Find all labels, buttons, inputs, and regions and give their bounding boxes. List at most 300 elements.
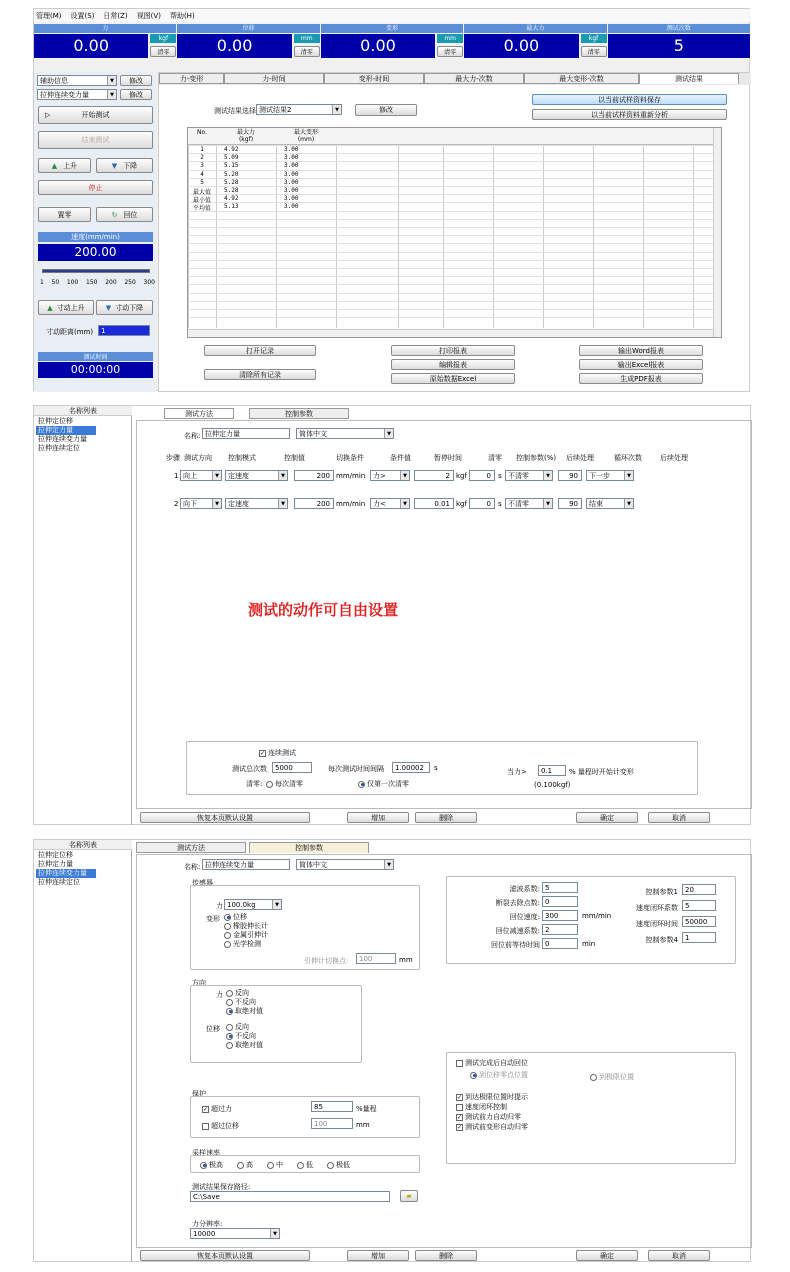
radio-icon xyxy=(327,1162,334,1169)
scale-tick: 250 xyxy=(124,279,136,286)
rate-label: 低 xyxy=(306,1161,313,1169)
screen-3 xyxy=(33,839,751,1262)
step-clr: 不清零 xyxy=(508,471,529,480)
result-select[interactable]: 测试结果2 ▼ xyxy=(256,104,342,115)
check-option[interactable] xyxy=(456,1122,528,1132)
resolution-label: 力分辨率: xyxy=(192,1220,223,1228)
radio-icon xyxy=(224,932,231,939)
param-row xyxy=(446,896,596,910)
scale-tick: 50 xyxy=(51,279,60,286)
delete-button[interactable]: 删除 xyxy=(415,812,477,823)
delete-button[interactable]: 删除 xyxy=(415,1250,477,1261)
save-sample-button[interactable]: 以当前试样资料保存 xyxy=(532,94,727,105)
name-list-item[interactable]: 拉伸定位移 xyxy=(38,417,73,425)
table-row-line xyxy=(188,235,713,236)
open-record-button[interactable]: 打开记录 xyxy=(204,345,316,356)
step-column-header: 后续处理 xyxy=(566,454,594,462)
table-row-line xyxy=(188,219,713,220)
arrow-up-icon: ▲ xyxy=(51,161,58,170)
scale-tick: 100 xyxy=(66,279,79,286)
param-row xyxy=(596,900,736,916)
param-input[interactable]: 0 xyxy=(542,896,578,907)
radio-option[interactable] xyxy=(224,940,268,949)
start-test-button[interactable]: ▷ 开始测试 xyxy=(38,106,153,124)
scale-tick: 1 xyxy=(40,279,44,286)
step-clr-select[interactable] xyxy=(505,470,553,481)
aux-select[interactable]: 辅助信息 ▼ xyxy=(37,75,117,86)
step-cond-select[interactable] xyxy=(370,470,410,481)
over-disp-input[interactable]: 100 xyxy=(311,1118,353,1129)
table-header: 最大力 (kgf) xyxy=(236,129,255,143)
name-list-item[interactable]: 拉伸定力量 xyxy=(38,860,73,868)
cancel-button[interactable]: 取消 xyxy=(648,1250,710,1261)
gauge-unit: kgf xyxy=(581,34,607,43)
radio-label: 光学检测 xyxy=(233,940,261,948)
step-param-input[interactable]: 90 xyxy=(558,470,582,481)
step-cval-input[interactable]: 2 xyxy=(414,470,454,481)
clear-first-radio[interactable]: 仅第一次清零 xyxy=(358,779,409,789)
param-input[interactable]: 20 xyxy=(682,884,716,895)
table-col-line xyxy=(443,128,444,328)
rate-options xyxy=(200,1160,350,1170)
name-list-item[interactable]: 拉伸连续变力量 xyxy=(38,435,87,443)
check-icon: ✓ xyxy=(457,1113,463,1121)
over-disp-checkbox[interactable]: 超过位移 xyxy=(202,1121,239,1131)
table-col-line xyxy=(493,128,494,328)
cancel-button[interactable]: 取消 xyxy=(648,812,710,823)
jog-distance-label: 寸动距离(mm) xyxy=(46,328,94,336)
check-icon: ✓ xyxy=(260,749,266,757)
arrow-up-icon: ▲ xyxy=(47,303,53,312)
step-mode: 定速度 xyxy=(228,499,249,508)
table-cell: 3.00 xyxy=(284,187,299,194)
gauge-title: 测试次数 xyxy=(608,24,750,33)
gauge-unit: mm xyxy=(437,34,463,43)
rate-title: 采样速率 xyxy=(192,1149,220,1157)
deform-label: 变形 xyxy=(206,915,220,923)
over-force-input[interactable]: 85 xyxy=(311,1101,353,1112)
name-input[interactable]: 拉伸定力量 xyxy=(202,428,290,439)
step-cunit: kgf xyxy=(456,472,467,480)
chevron-down-icon: ▼ xyxy=(543,471,552,480)
speed-display: 200.00 xyxy=(38,244,153,261)
radio-option[interactable] xyxy=(224,922,268,931)
print-report-button[interactable]: 打印报表 xyxy=(391,345,515,356)
edit-report-button[interactable]: 编辑报表 xyxy=(391,359,515,370)
name-list-item[interactable]: 拉伸连续定位 xyxy=(38,444,80,452)
gauge-clear-button[interactable]: 清零 xyxy=(581,46,607,57)
arrow-down-icon: ▼ xyxy=(105,303,112,312)
table-col-line xyxy=(398,128,399,328)
param-input[interactable]: 50000 xyxy=(682,916,716,927)
gauge-unit: mm xyxy=(294,34,320,43)
down-button[interactable]: ▼ 下降 xyxy=(96,158,153,173)
table-row-line xyxy=(188,276,713,277)
pdf-report-button[interactable]: 生成PDF报表 xyxy=(579,373,703,384)
rate-label: 高 xyxy=(246,1161,253,1169)
menu-item[interactable]: 管理(M) xyxy=(36,11,62,20)
param-row xyxy=(446,938,596,952)
radio-icon xyxy=(297,1162,304,1169)
chevron-down-icon: ▼ xyxy=(543,499,552,508)
param-input[interactable]: 300 xyxy=(542,910,578,921)
table-col-line xyxy=(543,128,544,328)
radio-option[interactable] xyxy=(226,998,263,1007)
home-limit-radio[interactable]: 到极限位置 xyxy=(590,1072,634,1082)
table-cell: 最大值 xyxy=(192,189,211,196)
param-input[interactable]: 5 xyxy=(682,900,716,911)
over-disp-unit: mm xyxy=(356,1121,370,1129)
step-pause-input[interactable]: 0 xyxy=(469,498,495,509)
force-label: 力 xyxy=(216,902,223,910)
check-icon xyxy=(456,1104,463,1111)
table-col-line xyxy=(693,128,694,328)
radio-option[interactable] xyxy=(226,1023,263,1032)
name-label: 名称: xyxy=(184,432,201,440)
force-range-select[interactable]: 100.0kg ▼ xyxy=(224,899,282,910)
step-mode-select[interactable] xyxy=(225,470,288,481)
name-input[interactable]: 拉伸连续变力量 xyxy=(202,859,290,870)
chevron-down-icon: ▼ xyxy=(400,471,409,480)
radio-icon xyxy=(267,1162,274,1169)
step-next-select[interactable] xyxy=(586,498,634,509)
path-input[interactable]: C:\Save xyxy=(190,1191,390,1202)
tab-control-params[interactable]: 控制参数 xyxy=(249,842,369,853)
radio-label: 金属引伸计 xyxy=(233,931,268,939)
tab-strip xyxy=(159,73,751,85)
radio-label: 取绝对值 xyxy=(235,1041,263,1049)
chevron-down-icon: ▼ xyxy=(400,499,409,508)
step-val-input[interactable]: 200 xyxy=(294,498,334,509)
tab-1[interactable]: 力-时间 xyxy=(224,73,324,84)
radio-label: 不反向 xyxy=(235,1032,256,1040)
left-panel xyxy=(34,72,156,392)
table-cell: 5 xyxy=(200,178,204,186)
rate-option[interactable] xyxy=(327,1160,350,1170)
rate-label: 极高 xyxy=(209,1161,223,1169)
screen-1 xyxy=(33,8,750,391)
horizontal-scrollbar[interactable] xyxy=(188,329,713,337)
check-option[interactable] xyxy=(456,1092,528,1102)
step-dir-select[interactable] xyxy=(180,470,222,481)
step-column-header: 控制参数(%) xyxy=(516,454,557,462)
result-select-label: 测试结果选择 xyxy=(214,107,256,115)
menu-item[interactable]: 帮助(H) xyxy=(169,11,195,20)
step-column-header: 控制模式 xyxy=(228,454,256,462)
table-cell: 5.09 xyxy=(224,154,239,162)
check-option[interactable] xyxy=(456,1112,528,1122)
table-cell: 2 xyxy=(200,154,204,162)
table-row-line xyxy=(188,252,713,253)
table-row-line xyxy=(188,243,713,244)
radio-option[interactable] xyxy=(226,1041,263,1050)
gauge-clear-button[interactable]: 清零 xyxy=(437,46,463,57)
table-row-line xyxy=(188,301,713,302)
jog-distance-input[interactable]: 1 xyxy=(98,325,150,336)
menu-item[interactable]: 视图(V) xyxy=(136,11,161,20)
tab-5[interactable]: 测试结果 xyxy=(639,73,739,84)
tab-test-method[interactable]: 测试方法 xyxy=(164,408,234,419)
step-cond-select[interactable] xyxy=(370,498,410,509)
table-cell: 3.00 xyxy=(284,146,299,153)
step-column-header: 步骤 xyxy=(166,454,180,462)
name-list-item[interactable]: 拉伸连续定位 xyxy=(38,878,80,886)
method-modify-button[interactable]: 修改 xyxy=(120,89,152,100)
param-input[interactable]: 5 xyxy=(542,882,578,893)
step-column-header: 切换条件 xyxy=(336,454,364,462)
restore-defaults-button[interactable]: 恢复本页默认设置 xyxy=(140,1250,310,1261)
table-cell: 5.28 xyxy=(224,178,239,186)
chevron-down-icon: ▼ xyxy=(212,499,221,508)
speed-title: 速度(mm/min) xyxy=(38,232,153,242)
rate-option[interactable] xyxy=(237,1160,253,1170)
check-label: 速度闭环控制 xyxy=(465,1103,507,1111)
param-label: 滤波系数: xyxy=(509,885,540,893)
step-mode-select[interactable] xyxy=(225,498,288,509)
chevron-down-icon: ▼ xyxy=(278,471,287,480)
clear-each-radio[interactable]: 每次清零 xyxy=(266,779,303,789)
param-unit: mm/min xyxy=(582,912,612,920)
radio-icon xyxy=(226,999,233,1006)
gauge-title: 变形 xyxy=(321,24,463,33)
switch-input[interactable]: 100 xyxy=(356,953,396,964)
folder-icon: ▰ xyxy=(406,1192,412,1200)
continuous-checkbox[interactable]: ✓ 连续测试 xyxy=(260,749,296,757)
name-list xyxy=(36,417,130,453)
add-button[interactable]: 增加 xyxy=(347,1250,409,1261)
direction-title: 方向 xyxy=(192,979,206,987)
gauge-clear-button[interactable]: 清零 xyxy=(150,46,176,57)
raw-excel-button[interactable]: 原始数据Excel xyxy=(391,373,515,384)
step-pause-input[interactable]: 0 xyxy=(469,470,495,481)
name-list-item[interactable]: 拉伸连续变力量 xyxy=(36,869,96,878)
jog-down-button[interactable]: ▼ 寸动下降 xyxy=(96,300,153,315)
total-input[interactable]: 5000 xyxy=(272,762,312,773)
up-button[interactable]: ▲ 上升 xyxy=(38,158,91,173)
step-rows xyxy=(166,470,746,520)
clear-label: 清零: xyxy=(246,780,263,788)
radio-label: 不反向 xyxy=(235,998,256,1006)
auto-home-checkbox[interactable]: 测试完成后自动回位 xyxy=(456,1058,528,1068)
table-cell: 5.13 xyxy=(224,203,239,211)
param-label: 回位减速系数: xyxy=(495,927,540,935)
radio-option[interactable] xyxy=(226,989,263,998)
param-label: 速度闭环系数 xyxy=(636,904,678,912)
switch-unit: mm xyxy=(399,956,413,964)
radio-icon xyxy=(224,941,231,948)
gauge-clear-button[interactable]: 清零 xyxy=(294,46,320,57)
name-list-header: 名称列表 xyxy=(34,840,132,850)
scale-tick: 300 xyxy=(143,279,155,286)
check-label: 到达极限位置时提示 xyxy=(465,1093,528,1101)
check-icon: ✓ xyxy=(457,1093,463,1101)
radio-option[interactable] xyxy=(224,931,268,940)
param-input[interactable]: 1 xyxy=(682,932,716,943)
table-col-line xyxy=(188,128,189,328)
table-col-line xyxy=(216,128,217,328)
param-row xyxy=(596,932,736,948)
param-label: 控制参数4 xyxy=(645,936,678,944)
name-label: 名称: xyxy=(184,863,201,871)
step-param-input[interactable]: 90 xyxy=(558,498,582,509)
param-label: 回位前等待时间 xyxy=(491,941,540,949)
radio-option[interactable] xyxy=(226,1007,263,1016)
config-area xyxy=(134,406,752,825)
table-row-line xyxy=(188,268,713,269)
table-header: 最大变形 (mm) xyxy=(293,129,318,143)
menu-item[interactable]: 日常(Z) xyxy=(103,11,128,20)
radio-option[interactable] xyxy=(224,913,268,922)
switch-label: 引伸计切换点: xyxy=(304,957,349,965)
aux-modify-button[interactable]: 修改 xyxy=(120,75,152,86)
param-label: 回位速度: xyxy=(509,913,540,921)
home-button[interactable]: ↻ 回位 xyxy=(96,207,153,222)
table-row-line xyxy=(188,260,713,261)
step-val-input[interactable]: 200 xyxy=(294,470,334,481)
name-list-item[interactable]: 拉伸定力量 xyxy=(36,426,96,435)
folder-button[interactable] xyxy=(400,1190,418,1202)
radio-label: 位移 xyxy=(233,913,247,921)
home-zero-radio[interactable]: 到位移零点位置 xyxy=(470,1070,528,1080)
vertical-scrollbar[interactable] xyxy=(713,128,721,337)
table-header: No. xyxy=(197,129,207,136)
protect-title: 保护 xyxy=(192,1090,206,1098)
screen-2 xyxy=(33,405,751,825)
config-area xyxy=(134,840,752,1262)
step-clr-select[interactable] xyxy=(505,498,553,509)
method-select[interactable]: 拉伸连续变力量 ▼ xyxy=(37,89,117,100)
tab-4[interactable]: 最大变形-次数 xyxy=(524,73,639,84)
over-force-checkbox[interactable]: ✓ 超过力 xyxy=(203,1105,232,1113)
speed-slider[interactable] xyxy=(42,269,150,273)
when-note: (0.100kgf) xyxy=(534,781,571,789)
play-icon: ▷ xyxy=(45,111,51,119)
check-option[interactable] xyxy=(456,1102,528,1112)
radio-label: 反向 xyxy=(235,989,249,997)
tab-control-params[interactable]: 控制参数 xyxy=(249,408,349,419)
zero-button[interactable]: 置零 xyxy=(38,207,91,222)
time-title: 测试时间 xyxy=(38,352,153,361)
table-cell: 4.92 xyxy=(224,146,239,153)
jog-up-button[interactable]: ▲ 寸动上升 xyxy=(38,300,94,315)
tab-0[interactable]: 力-变形 xyxy=(159,73,224,84)
name-list-panel xyxy=(34,406,132,825)
table-row-line xyxy=(188,309,713,310)
word-report-button[interactable]: 输出Word报表 xyxy=(579,345,703,356)
scale-tick: 200 xyxy=(105,279,117,286)
radio-label: 橡胶伸长计 xyxy=(233,922,268,930)
result-modify-button[interactable]: 修改 xyxy=(355,104,417,116)
main-area xyxy=(158,72,750,392)
gauge-unit: kgf xyxy=(150,34,176,43)
step-next-select[interactable] xyxy=(586,470,634,481)
step-column-header: 清零 xyxy=(488,454,502,462)
name-list-header: 名称列表 xyxy=(34,406,132,416)
step-mode: 定速度 xyxy=(228,471,249,480)
reanalyze-button[interactable]: 以当前试样资料重新分析 xyxy=(532,109,727,120)
table-cell: 4 xyxy=(200,170,204,178)
clear-records-button[interactable]: 清除所有记录 xyxy=(204,369,316,380)
gauge-title: 最大力 xyxy=(464,24,606,33)
interval-input[interactable]: 1.00002 xyxy=(392,762,430,773)
gauge xyxy=(177,24,319,70)
step-column-header: 测试方向 xyxy=(184,454,212,462)
restore-defaults-button[interactable]: 恢复本页默认设置 xyxy=(140,812,310,823)
step-punit: s xyxy=(498,500,502,508)
stop-button[interactable]: 停止 xyxy=(38,180,153,195)
gauge-value: 0.00 xyxy=(34,34,148,58)
param-row xyxy=(446,910,612,924)
table-cell: 5.15 xyxy=(224,162,239,170)
step-column-header: 循环次数 xyxy=(614,454,642,462)
excel-report-button[interactable]: 输出Excel报表 xyxy=(579,359,703,370)
tab-2[interactable]: 变形-时间 xyxy=(324,73,424,84)
chevron-down-icon: ▼ xyxy=(624,471,633,480)
rate-option[interactable] xyxy=(267,1160,283,1170)
chevron-down-icon: ▼ xyxy=(212,471,221,480)
check-label: 测试前力自动归零 xyxy=(465,1113,521,1121)
step-dir-select[interactable] xyxy=(180,498,222,509)
deform-options xyxy=(224,913,268,949)
step-punit: s xyxy=(498,472,502,480)
add-button[interactable]: 增加 xyxy=(347,812,409,823)
param-input[interactable]: 0 xyxy=(542,938,578,949)
radio-icon xyxy=(200,1162,207,1169)
rate-option[interactable] xyxy=(297,1160,313,1170)
language-select[interactable]: 简体中文 ▼ xyxy=(296,428,394,439)
menu-item[interactable]: 设置(S) xyxy=(70,11,95,20)
gauge xyxy=(321,24,463,70)
end-test-button[interactable]: 结束测试 xyxy=(38,131,153,149)
step-unit: mm/min xyxy=(336,500,366,508)
radio-icon xyxy=(226,990,233,997)
gauge-bar xyxy=(34,24,751,72)
table-cell: 3 xyxy=(200,162,204,170)
gauge-title: 位移 xyxy=(177,24,319,33)
table-row-line xyxy=(188,211,713,212)
ok-button[interactable]: 确定 xyxy=(576,812,638,823)
gauge-value: 0.00 xyxy=(321,34,435,58)
step-column-header: 后续处理 xyxy=(660,454,688,462)
radio-option[interactable] xyxy=(226,1032,263,1041)
scale-tick: 150 xyxy=(86,279,98,286)
resolution-select[interactable]: 10000 ▼ xyxy=(190,1228,280,1239)
step-cval-input[interactable]: 0.01 xyxy=(414,498,454,509)
language-select[interactable]: 简体中文 ▼ xyxy=(296,859,394,870)
tab-3[interactable]: 最大力-次数 xyxy=(424,73,524,84)
gauge-value: 0.00 xyxy=(464,34,578,58)
radio-label: 反向 xyxy=(235,1023,249,1031)
step-cond: 力> xyxy=(373,471,386,480)
interval-unit: s xyxy=(434,764,438,772)
ok-button[interactable]: 确定 xyxy=(576,1250,638,1261)
rate-option[interactable] xyxy=(200,1160,223,1170)
param-input[interactable]: 2 xyxy=(542,924,578,935)
arrow-down-icon: ▼ xyxy=(111,161,118,170)
gauge-title: 力 xyxy=(34,24,176,33)
param-label: 速度闭环时间 xyxy=(636,920,678,928)
step-column-header: 暂停时间 xyxy=(434,454,462,462)
name-list-item[interactable]: 拉伸定位移 xyxy=(38,851,73,859)
tab-test-method[interactable]: 测试方法 xyxy=(136,842,246,853)
table-row-line xyxy=(188,293,713,294)
step-column-header: 控制值 xyxy=(284,454,305,462)
when-input[interactable]: 0.1 xyxy=(538,765,566,776)
radio-icon xyxy=(226,1008,233,1015)
rate-label: 极低 xyxy=(336,1161,350,1169)
protect-group xyxy=(190,1096,420,1138)
step-column-header: 条件值 xyxy=(390,454,411,462)
